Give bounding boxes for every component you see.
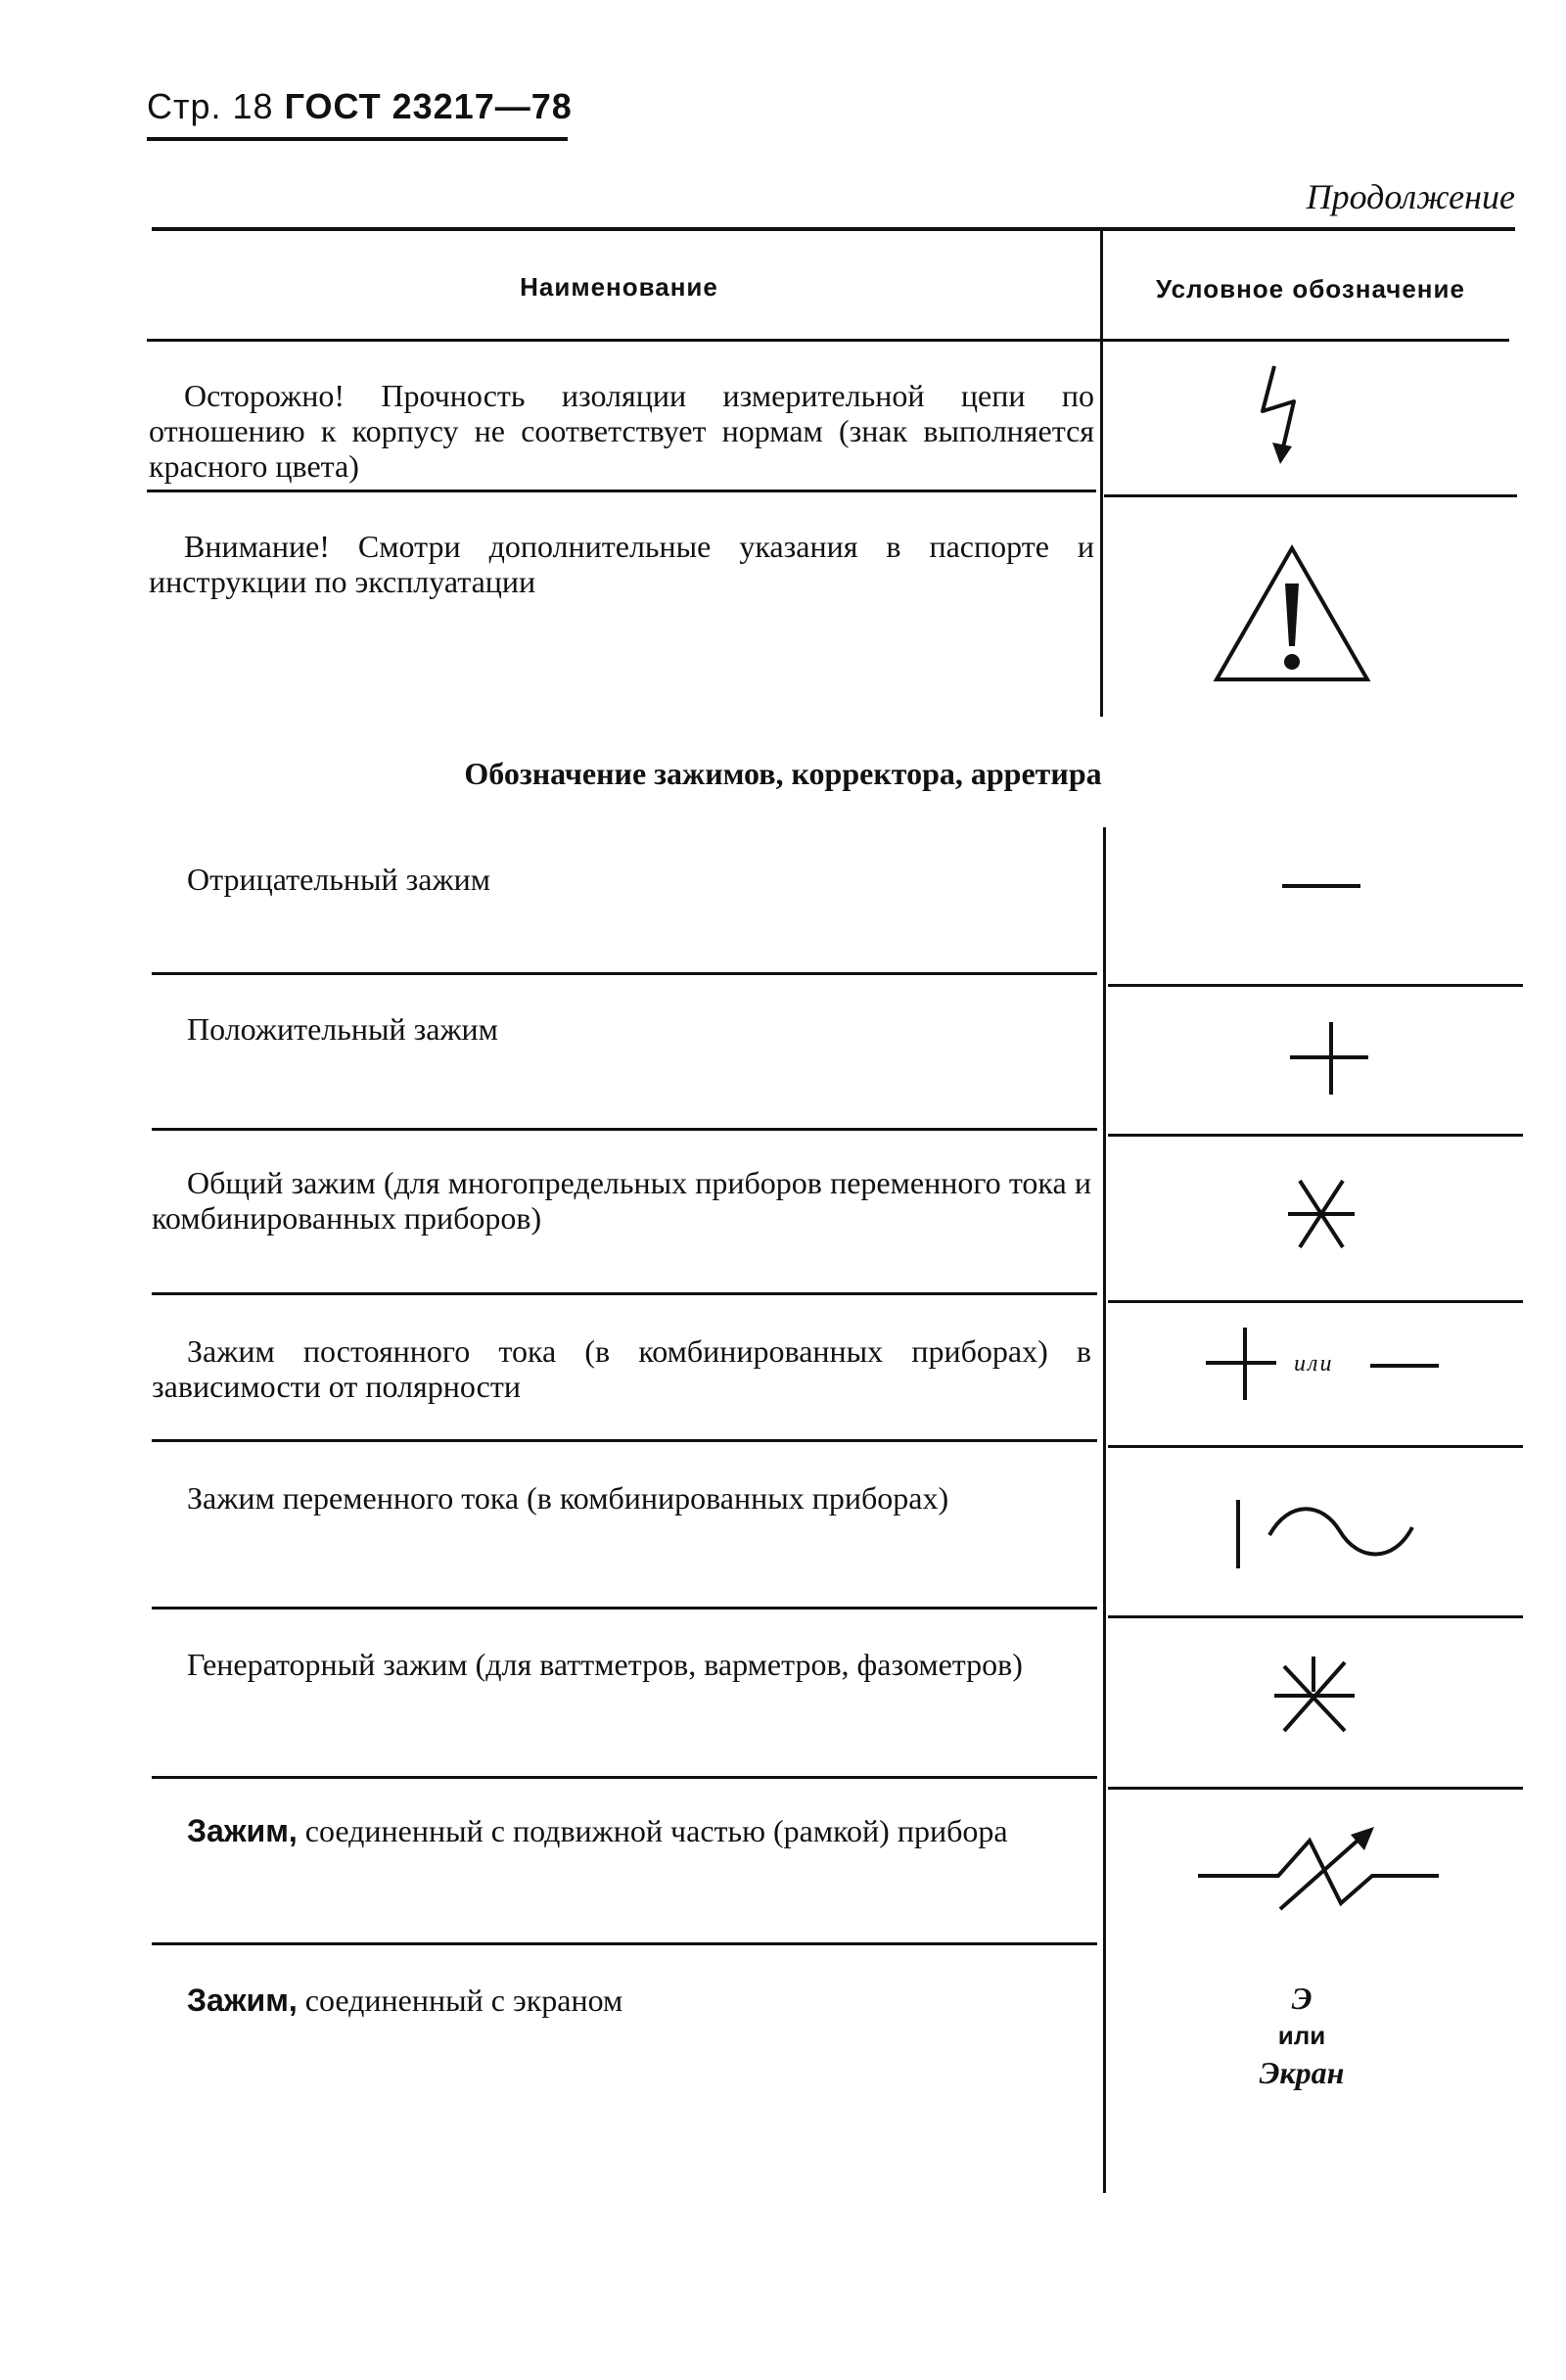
- row-5-left-rule: [152, 1607, 1097, 1610]
- section-title: Обозначение зажимов, корректора, арретира: [464, 756, 1102, 791]
- screen-text-icon: [1214, 1980, 1390, 2091]
- terminal-row-5-text: [152, 1480, 1091, 1516]
- terminal-name: Зажим переменного тока (в комбинированных приборах): [187, 1480, 949, 1516]
- row-4-left-rule: [152, 1439, 1097, 1442]
- generator-star-icon: [1270, 1653, 1359, 1741]
- standard-number: ГОСТ 23217—78: [284, 86, 573, 126]
- screen-long-label: Экран: [1259, 2055, 1345, 2090]
- terminal-name: Отрицательный зажим: [187, 862, 490, 897]
- terminal-row-8-text: [152, 1983, 1091, 2018]
- page-number: Стр. 18: [147, 86, 274, 126]
- asterisk-icon: [1282, 1175, 1360, 1253]
- column-header-symbol: Условное обозначение: [1156, 274, 1465, 303]
- lightning-bolt-icon: [1253, 362, 1312, 470]
- row-5-right-rule: [1108, 1615, 1523, 1618]
- terminal-lead: Зажим,: [187, 1813, 298, 1848]
- terminal-name: Положительный зажим: [187, 1011, 498, 1047]
- row-2-left-rule: [152, 1128, 1097, 1131]
- column-header-name: Наименование: [520, 272, 718, 302]
- screen-short-label: Э: [1291, 1981, 1313, 2016]
- plus-icon: [1290, 1018, 1368, 1097]
- terminal-row-1-text: [152, 862, 1091, 897]
- warning-row-1-text: [149, 378, 1094, 484]
- row-1-right-rule: [1108, 984, 1523, 987]
- page-header: [147, 86, 573, 127]
- terminal-row-3-text: [152, 1165, 1091, 1236]
- table-column-divider-upper: [1100, 227, 1103, 717]
- terminal-row-7-text: [152, 1813, 1091, 1848]
- row-7-left-rule: [152, 1942, 1097, 1945]
- moving-part-icon: [1194, 1821, 1449, 1919]
- terminal-name: соединенный с экраном: [297, 1983, 623, 2018]
- plus-or-minus-icon: [1206, 1324, 1284, 1402]
- terminal-name: Генераторный зажим (для ваттметров, варметров, фазометров): [187, 1647, 1023, 1682]
- terminal-name: Зажим постоянного тока (в комбинированных приборах) в зависимости от полярности: [152, 1333, 1091, 1404]
- terminal-row-4-text: [152, 1333, 1091, 1404]
- header-underline: [147, 137, 568, 141]
- alternating-current-icon: [1228, 1490, 1424, 1588]
- terminal-lead: Зажим,: [187, 1983, 298, 2018]
- terminal-name: соединенный с подвижной частью (рамкой) прибора: [297, 1813, 1008, 1848]
- warning-triangle-icon: [1209, 540, 1375, 687]
- warning-row-1-right-rule: [1104, 494, 1517, 497]
- continuation-label: Продолжение: [1306, 177, 1515, 216]
- row-6-right-rule: [1108, 1787, 1523, 1790]
- warning-text: Осторожно! Прочность изоляции измерительной цепи по отношению к корпусу не соответствует нормам (знак выполняется красного цвета): [149, 378, 1094, 484]
- table-column-divider-lower: [1103, 827, 1106, 2193]
- warning-text: Внимание! Смотри дополнительные указания в паспорте и инструкции по эксплуатации: [149, 529, 1094, 599]
- screen-or-label: или: [1277, 2021, 1326, 2050]
- row-1-left-rule: [152, 972, 1097, 975]
- table-top-rule: [152, 227, 1515, 231]
- terminal-row-6-text: [152, 1647, 1091, 1682]
- minus-icon: [1282, 881, 1360, 891]
- warning-row-2-text: [149, 529, 1094, 599]
- terminal-name: Общий зажим (для многопредельных приборов переменного тока и комбинированных приборов): [152, 1165, 1091, 1236]
- row-6-left-rule: [152, 1776, 1097, 1779]
- minus-alt-icon: [1370, 1361, 1439, 1371]
- row-2-right-rule: [1108, 1134, 1523, 1137]
- row-3-right-rule: [1108, 1300, 1523, 1303]
- alternative-word: или: [1294, 1351, 1334, 1377]
- terminal-row-2-text: [152, 1011, 1091, 1047]
- warning-row-1-left-rule: [147, 490, 1096, 492]
- header-bottom-rule: [147, 339, 1509, 342]
- row-3-left-rule: [152, 1292, 1097, 1295]
- row-4-right-rule: [1108, 1445, 1523, 1448]
